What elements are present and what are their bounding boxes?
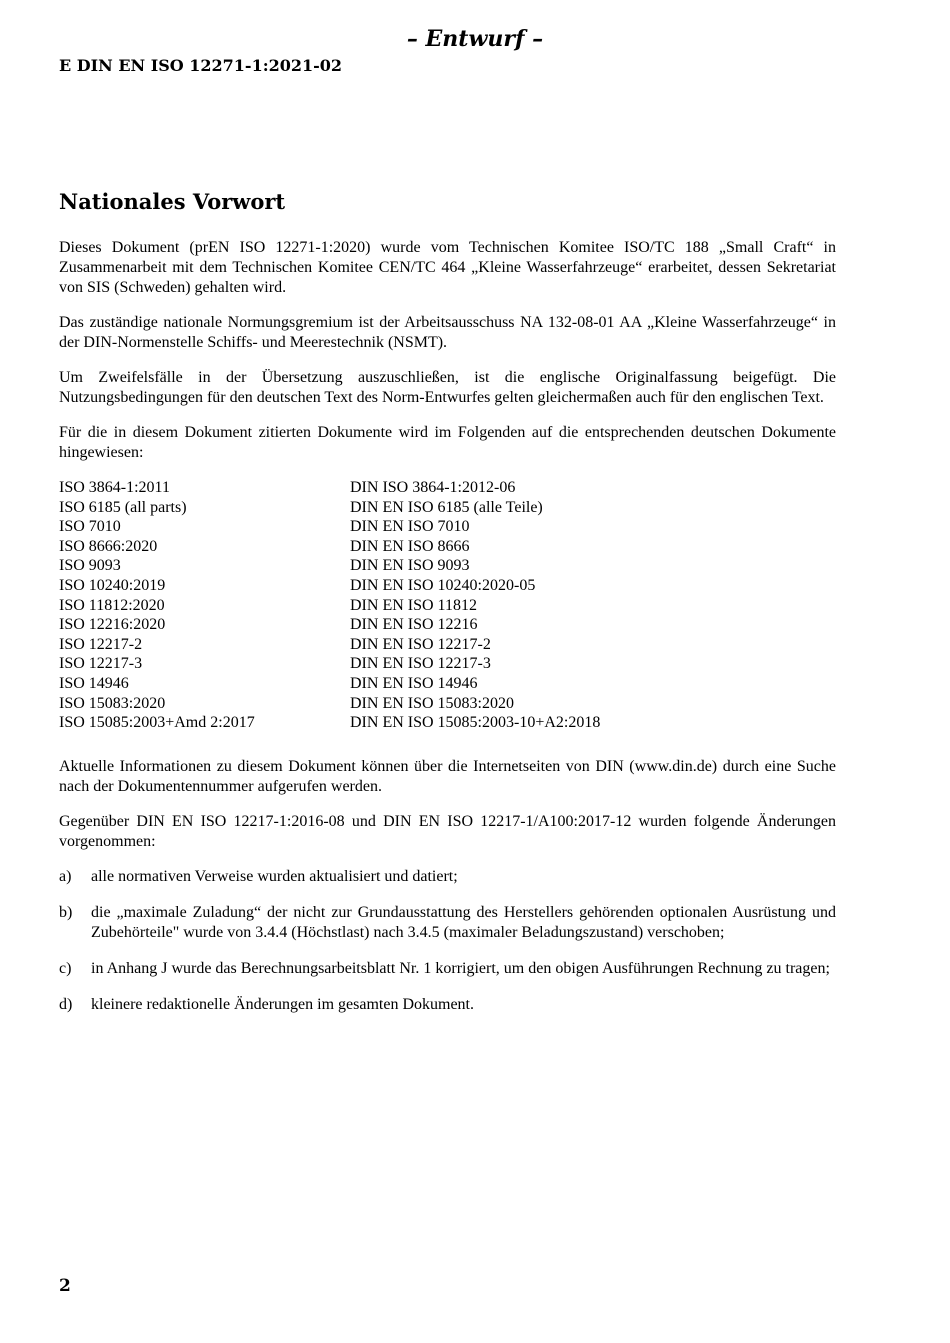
reference-row <box>59 635 600 655</box>
paragraph-committee: Dieses Dokument (prEN ISO 12271-1:2020) wurde vom Technischen Komitee ISO/TC 188 „Small Craft“ in Zusammenarbeit mit dem Technischen Komitee CEN/TC 464 „Kleine Wasserfahrzeuge“ erarbeitet, dessen Sekretariat von SIS (Schweden) gehalten wird. <box>59 239 836 296</box>
reference-row <box>59 674 600 694</box>
section-title: Nationales Vorwort <box>59 189 286 214</box>
list-item <box>59 867 836 887</box>
iso-reference: ISO 15085:2003+Amd 2:2017 <box>59 714 255 732</box>
din-reference: DIN EN ISO 12216 <box>350 616 478 634</box>
paragraph-changes-intro: Gegenüber DIN EN ISO 12217-1:2016-08 und DIN EN ISO 12217-1/A100:2017-12 wurden folgende Änderungen vorgenommen: <box>59 812 836 850</box>
iso-reference: ISO 8666:2020 <box>59 537 158 555</box>
iso-reference: ISO 11812:2020 <box>59 596 165 614</box>
draft-mark: – Entwurf – <box>406 26 544 52</box>
list-item <box>59 995 836 1015</box>
list-item <box>59 903 836 943</box>
page-number: 2 <box>59 1276 71 1296</box>
din-reference: DIN EN ISO 15083:2020 <box>350 694 514 712</box>
paragraph-info: Aktuelle Informationen zu diesem Dokument können über die Internetseiten von DIN (www.din.de) durch eine Suche nach der Dokumentennummer aufgerufen werden. <box>59 757 836 795</box>
din-reference: DIN EN ISO 10240:2020-05 <box>350 576 536 594</box>
reference-row <box>59 478 600 498</box>
din-reference: DIN ISO 3864-1:2012-06 <box>350 479 516 496</box>
reference-row <box>59 517 600 537</box>
din-reference: DIN EN ISO 6185 (alle Teile) <box>350 498 543 516</box>
list-item <box>59 959 836 979</box>
reference-row <box>59 615 600 635</box>
iso-reference: ISO 10240:2019 <box>59 576 166 594</box>
din-reference: DIN EN ISO 15085:2003-10+A2:2018 <box>350 714 601 732</box>
list-marker: a) <box>59 867 72 885</box>
din-reference: DIN EN ISO 12217-3 <box>350 655 491 673</box>
iso-reference: ISO 7010 <box>59 518 121 536</box>
reference-row <box>59 654 600 674</box>
list-marker: c) <box>59 959 72 977</box>
iso-reference: ISO 12217-2 <box>59 635 143 653</box>
din-reference: DIN EN ISO 9093 <box>350 557 470 575</box>
changes-list <box>59 867 836 1015</box>
reference-row <box>59 556 600 576</box>
iso-reference: ISO 3864-1:2011 <box>59 479 170 496</box>
list-item-text: in Anhang J wurde das Berechnungsarbeitsblatt Nr. 1 korrigiert, um den obigen Ausführungen Rechnung zu tragen; <box>91 959 830 977</box>
reference-row <box>59 537 600 557</box>
din-reference: DIN EN ISO 14946 <box>350 674 478 692</box>
reference-row <box>59 713 600 733</box>
reference-row <box>59 576 600 596</box>
paragraph-translation: Um Zweifelsfälle in der Übersetzung auszuschließen, ist die englische Originalfassung beigefügt. Die Nutzungsbedingungen für den deutschen Text des Norm-Entwurfes gelten gleichermaßen auch für den englischen Text. <box>59 369 836 406</box>
document-id: E DIN EN ISO 12271-1:2021-02 <box>59 56 343 75</box>
reference-row <box>59 694 600 714</box>
iso-reference: ISO 15083:2020 <box>59 694 166 712</box>
iso-reference: ISO 9093 <box>59 557 121 575</box>
iso-reference: ISO 12217-3 <box>59 655 143 673</box>
din-reference: DIN EN ISO 7010 <box>350 518 470 536</box>
paragraph-references-intro: Für die in diesem Dokument zitierten Dokumente wird im Folgenden auf die entsprechenden deutschen Dokumente hingewiesen: <box>59 424 836 461</box>
reference-row <box>59 498 600 518</box>
iso-reference: ISO 14946 <box>59 674 129 692</box>
list-item-text: kleinere redaktionelle Änderungen im gesamten Dokument. <box>91 995 474 1013</box>
list-marker: d) <box>59 995 73 1013</box>
din-reference: DIN EN ISO 11812 <box>350 596 477 614</box>
paragraph-national-body: Das zuständige nationale Normungsgremium ist der Arbeitsausschuss NA 132-08-01 AA „Kleine Wasserfahrzeuge“ in der DIN-Normenstelle Schiffs- und Meerestechnik (NSMT). <box>59 314 836 351</box>
din-reference: DIN EN ISO 12217-2 <box>350 635 491 653</box>
iso-reference: ISO 12216:2020 <box>59 616 166 634</box>
din-reference: DIN EN ISO 8666 <box>350 537 470 555</box>
list-item-text: die „maximale Zuladung“ der nicht zur Grundausstattung des Herstellers gehörenden optionalen Ausrüstung und Zubehörteile" wurde von 3.4.4 (Höchstlast) nach 3.4.5 (maximaler Beladungszustand) verschoben; <box>91 903 836 941</box>
list-marker: b) <box>59 903 73 921</box>
iso-reference: ISO 6185 (all parts) <box>59 498 187 516</box>
reference-table <box>59 478 600 733</box>
list-item-text: alle normativen Verweise wurden aktualisiert und datiert; <box>91 867 458 885</box>
reference-row <box>59 596 600 616</box>
foreword-section <box>59 188 836 1031</box>
